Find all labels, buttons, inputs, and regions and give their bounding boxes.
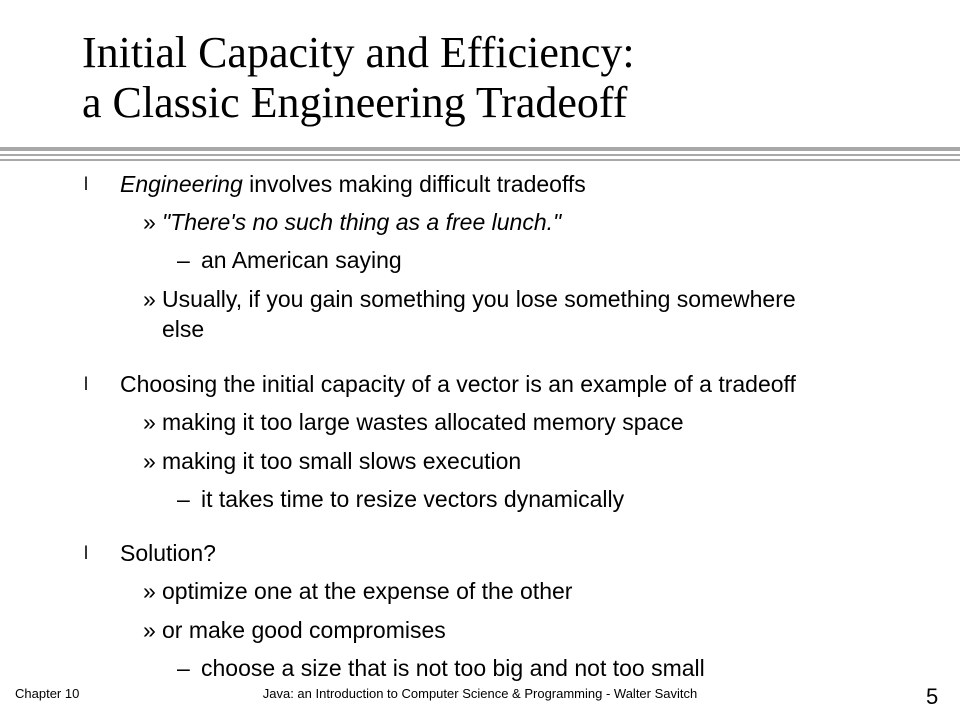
page-number: 5 [926,684,939,709]
bullet-marker: l [84,174,88,194]
sub-bullet-text-continued: else [162,316,205,342]
sub-bullet-text: making it too large wastes allocated memory space [162,409,684,435]
sub-bullet-text: or make good compromises [162,617,446,643]
bullet-marker: l [84,543,88,563]
sub-sub-bullet-text: choose a size that is not too big and not too small [201,655,705,681]
emphasis-term: Engineering [120,171,243,197]
sub-bullet-marker: » [143,409,156,435]
footer-chapter: Chapter 10 [15,686,80,701]
bullet-text: Choosing the initial capacity of a vector is an example of a tradeoff [120,371,796,397]
bullet-text: Solution? [120,540,216,566]
attribution-text: an American saying [201,247,402,273]
title-divider [0,147,960,151]
footer-course: Java: an Introduction to Computer Science & Programming - Walter Savitch [262,686,698,701]
bullet-text [120,170,586,198]
slide-title [82,28,942,128]
sub-bullet-marker: » [143,578,156,604]
sub-bullet-marker: » [143,209,156,235]
dash-marker: – [177,486,190,512]
bullet-text-rest: involves making difficult tradeoffs [242,171,586,197]
sub-bullet-text: optimize one at the expense of the other [162,578,573,604]
title-divider [0,154,960,156]
sub-bullet-marker: » [143,448,156,474]
sub-bullet-text: making it too small slows execution [162,448,522,474]
sub-bullet-marker: » [143,286,156,312]
title-divider [0,159,960,161]
dash-marker: – [177,247,190,273]
sub-sub-bullet-text: it takes time to resize vectors dynamically [201,486,625,512]
quote-text: "There's no such thing as a free lunch." [162,209,562,235]
title-line-1: Initial Capacity and Efficiency: [82,28,635,77]
sub-bullet-text: Usually, if you gain something you lose something somewhere [162,286,796,312]
title-line-2: a Classic Engineering Tradeoff [82,78,628,127]
sub-bullet-marker: » [143,617,156,643]
bullet-marker: l [84,374,88,394]
dash-marker: – [177,655,190,681]
